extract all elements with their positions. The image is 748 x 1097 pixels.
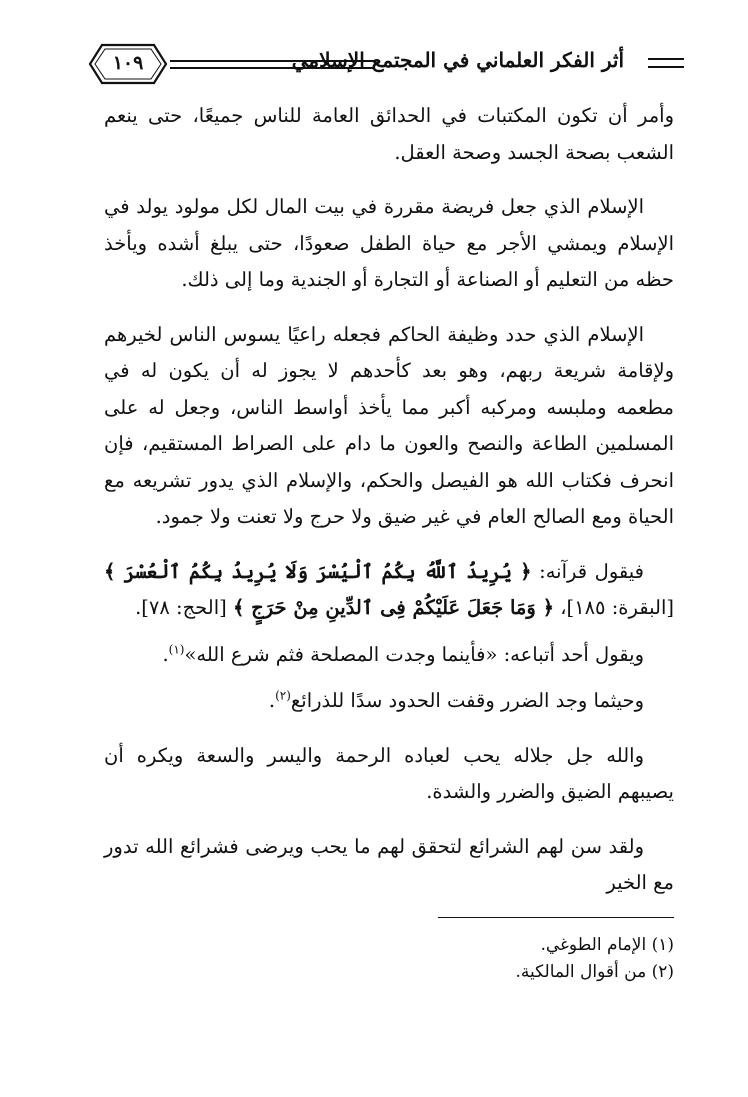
footnotes — [104, 932, 674, 986]
hudud-end: . — [268, 689, 276, 712]
follower-quote-end: . — [162, 642, 169, 666]
footnote-separator — [438, 917, 674, 918]
paragraph-ruler-role: الإسلام الذي حدد وظيفة الحاكم فجعله راعيًا يسوس الناس لخيرهم ولإقامة شريعة ربهم، وهو بعد كأحدهم لا يجوز له أن يكون له في مطعمه وملبسه ومركبه أكبر مما يأخذ أواسط الناس، وجعل له على المسلمين الطاعة والنصح والعون ما دام على الصراط المستقيم، فإن انحرف فكتاب الله هو الفيصل والحكم، والإسلام الذي يدور تشريعه مع الحياة ومع الصالح العام في غير ضيق ولا حرج ولا تعنت ولا جمود. — [104, 322, 674, 528]
running-title: أثر الفكر العلماني في المجتمع الإسلامي — [291, 48, 624, 72]
paragraph-follower-quote — [104, 637, 674, 674]
footnote-2: (٢) من أقوال المالكية. — [515, 962, 674, 982]
page-number: ١٠٩ — [112, 52, 144, 74]
footnote-ref-2: (٢) — [275, 688, 291, 703]
paragraph-hudud — [104, 683, 674, 720]
quran-ref-baqarah: [البقرة: ١٨٥]، — [560, 596, 674, 619]
page-body — [104, 98, 674, 920]
running-header — [88, 38, 684, 100]
paragraph-libraries: وأمر أن تكون المكتبات في الحدائق العامة للناس جميعًا، حتى ينعم الشعب بصحة الجسد وصحة العقل. — [104, 104, 674, 164]
footnote-1: (١) الإمام الطوغي. — [540, 935, 674, 955]
page-number-frame — [88, 42, 168, 86]
paragraph-mercy: والله جل جلاله يحب لعباده الرحمة واليسر والسعة ويكره أن يصيبهم الضيق والضرر والشدة. — [104, 743, 674, 803]
header-ornament-rule-right — [648, 58, 684, 68]
quran-ref-hajj: [الحج: ٧٨]. — [135, 596, 233, 619]
follower-quote-text: ويقول أحد أتباعه: «فأينما وجدت المصلحة فثم شرع الله» — [184, 642, 644, 666]
header-ornament-rule — [170, 60, 374, 69]
footnote-ref-1: (١) — [168, 642, 185, 656]
quran-verse-hardship: ﴿ وَمَا جَعَلَ عَلَيْكُمْ فِى ٱلدِّينِ مِنْ حَرَجٍ ﴾ — [232, 596, 554, 619]
quran-intro: فيقول قرآنه: — [531, 559, 644, 583]
hudud-text: وحيثما وجد الضرر وقفت الحدود سدًا للذرائع — [290, 689, 644, 712]
paragraph-quran-verses — [104, 554, 674, 627]
quran-verse-ease: ﴿ يُرِيدُ ٱللَّهُ بِكُمُ ٱلْيُسْرَ وَلَا يُرِيدُ بِكُمُ ٱلْعُسْرَ ﴾ — [104, 559, 532, 583]
paragraph-laws: ولقد سن لهم الشرائع لتحقق لهم ما يحب ويرضى فشرائع الله تدور مع الخير — [104, 834, 674, 894]
paragraph-newborn-allowance: الإسلام الذي جعل فريضة مقررة في بيت المال لكل مولود يولد في الإسلام ويمشي الأجر مع حياة الطفل صعودًا، حتى يبلغ أشده ويأخذ حظه من التعليم أو الصناعة أو التجارة أو الجندية وما إلى ذلك. — [104, 195, 674, 291]
